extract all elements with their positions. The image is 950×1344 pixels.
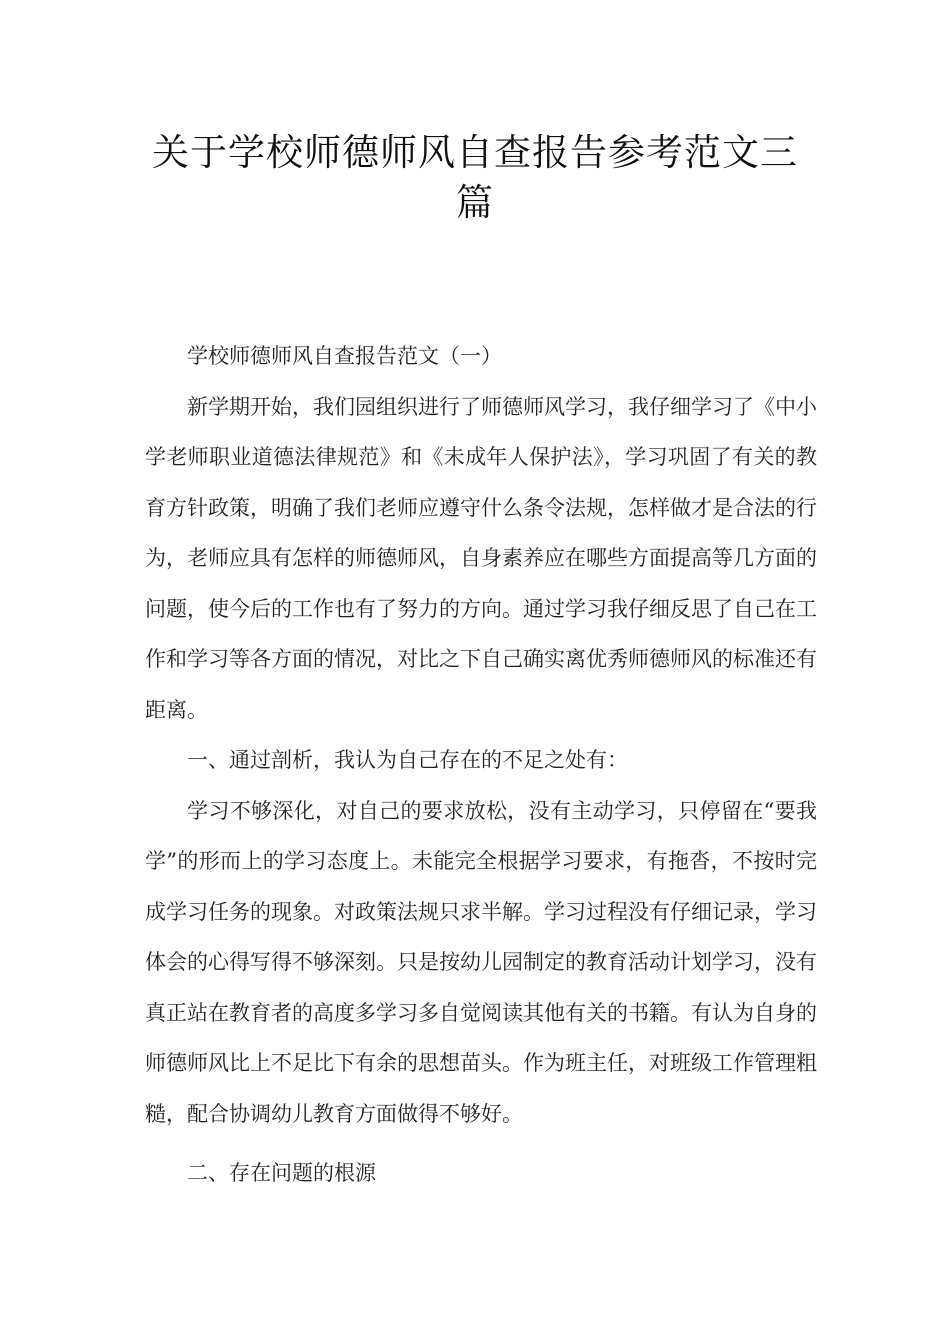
paragraph: 新学期开始，我们园组织进行了师德师风学习，我仔细学习了《中小学老师职业道德法律规范》和《未成年人保护法》，学习巩固了有关的教育方针政策，明确了我们老师应遵守什么条令法规，怎样做才是合法的行为，老师应具有怎样的师德师风，自身素养应在哪些方面提高等几方面的问题，使今后的工作也有了努力的方向。通过学习我仔细反思了自己在工作和学习等各方面的情况，对比之下自己确实离优秀师德师风的标准还有距离。 bbox=[145, 394, 817, 722]
document-body bbox=[145, 331, 817, 1199]
section-heading: 二、存在问题的根源 bbox=[187, 1161, 376, 1185]
title-line-2: 篇 bbox=[456, 181, 494, 224]
section-heading: 一、通过剖析，我认为自己存在的不足之处有： bbox=[187, 748, 628, 772]
paragraph: 学习不够深化，对自己的要求放松，没有主动学习，只停留在“要我学”的形而上的学习态度上。未能完全根据学习要求，有拖沓，不按时完成学习任务的现象。对政策法规只求半解。学习过程没有仔细记录，学习体会的心得写得不够深刻。只是按幼儿园制定的教育活动计划学习，没有真正站在教育者的高度多学习多自觉阅读其他有关的书籍。有认为自身的师德师风比上不足比下有余的思想苗头。作为班主任，对班级工作管理粗糙，配合协调幼儿教育方面做得不够好。 bbox=[145, 798, 817, 1126]
document-title bbox=[0, 128, 950, 228]
title-line-1: 关于学校师德师风自查报告参考范文三 bbox=[152, 131, 798, 174]
section-heading: 学校师德师风自查报告范文（一） bbox=[187, 344, 502, 368]
